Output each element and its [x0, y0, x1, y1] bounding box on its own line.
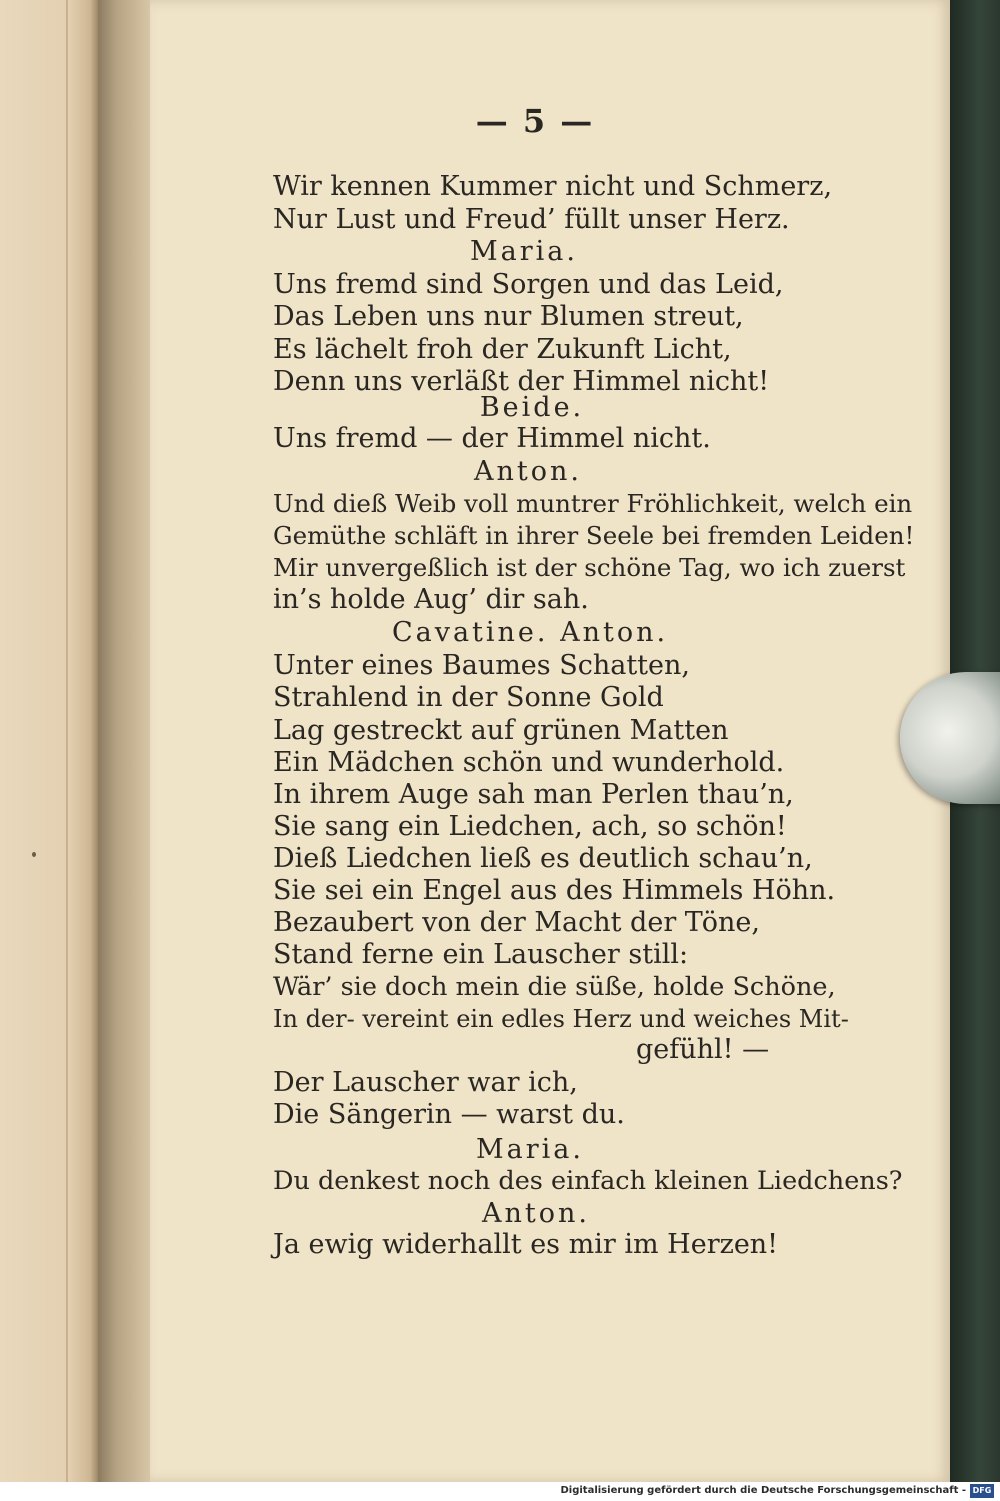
verse-line: gefühl! — — [636, 1034, 770, 1065]
attribution-footer — [0, 1482, 1000, 1501]
verse-line: Stand ferne ein Lauscher still: — [273, 939, 689, 970]
verse-line: Ja ewig widerhallt es mir im Herzen! — [273, 1229, 779, 1260]
page-number: — 5 — — [475, 102, 595, 140]
section-heading: Cavatine. Anton. — [391, 617, 669, 648]
speaker-heading: Maria. — [470, 236, 578, 267]
speaker-heading: Maria. — [476, 1134, 584, 1165]
speaker-heading: Anton. — [474, 456, 582, 487]
prose-line: Gemüthe schläft in ihrer Seele bei fremden Leiden! — [273, 521, 915, 550]
ink-spot — [32, 852, 36, 857]
verse-line: Dieß Liedchen ließ es deutlich schau’n, — [273, 843, 813, 874]
verse-line: Bezaubert von der Macht der Töne, — [273, 907, 760, 938]
verse-line: Lag gestreckt auf grünen Matten — [273, 715, 729, 746]
verse-line: Der Lauscher war ich, — [273, 1067, 578, 1098]
prose-line: in’s holde Aug’ dir sah. — [273, 584, 589, 615]
verse-line: Uns fremd sind Sorgen und das Leid, — [273, 269, 784, 300]
verse-line: Uns fremd — der Himmel nicht. — [273, 423, 711, 454]
prose-line: Mir unvergeßlich ist der schöne Tag, wo ich zuerst — [273, 553, 906, 582]
book-gutter — [98, 0, 150, 1482]
dfg-logo: DFG — [970, 1484, 994, 1498]
verse-line: Denn uns verläßt der Himmel nicht! — [273, 366, 770, 397]
verse-line: In ihrem Auge sah man Perlen thau’n, — [273, 779, 794, 810]
prose-line: Und dieß Weib voll muntrer Fröhlichkeit, welch ein — [273, 489, 913, 518]
verse-line: Strahlend in der Sonne Gold — [273, 682, 664, 713]
verse-line: Wir kennen Kummer nicht und Schmerz, — [273, 171, 833, 202]
verse-line: Nur Lust und Freud’ füllt unser Herz. — [273, 204, 790, 235]
left-page-edge-line — [66, 0, 68, 1482]
speaker-heading: Beide. — [479, 392, 585, 423]
verse-line: Das Leben uns nur Blumen streut, — [273, 301, 744, 332]
verse-line: In der- vereint ein edles Herz und weiches Mit- — [273, 1005, 849, 1033]
speaker-heading: Anton. — [482, 1198, 590, 1229]
verse-line: Sie sang ein Liedchen, ach, so schön! — [273, 811, 787, 842]
verse-line: Unter eines Baumes Schatten, — [273, 650, 690, 681]
verse-line: Ein Mädchen schön und wunderhold. — [273, 747, 785, 778]
verse-line: Sie sei ein Engel aus des Himmels Höhn. — [273, 875, 836, 906]
verse-line: Die Sängerin — warst du. — [273, 1099, 625, 1130]
funding-credit: Digitalisierung gefördert durch die Deutsche Forschungsgemeinschaft - — [560, 1485, 966, 1496]
left-page — [0, 0, 98, 1482]
verse-line: Wär’ sie doch mein die süße, holde Schöne, — [273, 972, 836, 1002]
verse-line: Du denkest noch des einfach kleinen Liedchens? — [273, 1166, 903, 1196]
verse-line: Es lächelt froh der Zukunft Licht, — [273, 334, 732, 365]
